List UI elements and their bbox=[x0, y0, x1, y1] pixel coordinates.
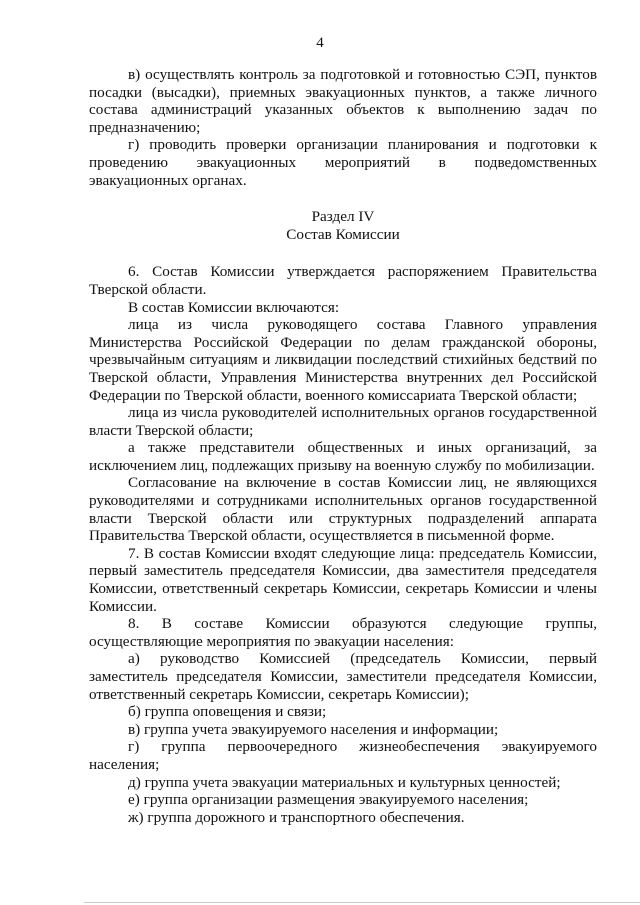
paragraph-6: 6. Состав Комиссии утверждается распоряжением Правительства Тверской области. bbox=[89, 263, 597, 298]
paragraph-7: 7. В состав Комиссии входят следующие лица: председатель Комиссии, первый заместитель председателя Комиссии, два заместителя председателя Комиссии, ответственный секретарь Комиссии, секретарь Комиссии и члены Комиссии. bbox=[89, 544, 597, 615]
paragraph-v-control: в) осуществлять контроль за подготовкой и готовностью СЭП, пунктов посадки (высадки), приемных эвакуационных пунктов, а также личного состава администраций указанных объектов к выполнению задач по предназначению; bbox=[89, 66, 597, 136]
document-body bbox=[89, 66, 597, 826]
paragraph-persons-emercom: лица из числа руководящего состава Главного управления Министерства Российской Федерации по делам гражданской обороны, чрезвычайным ситуациям и ликвидации последствий стихийных бедствий по Тверской области, Управления Министерства внутренних дел Российской Федерации по Тверской области, военного комиссариата Тверской области; bbox=[89, 316, 597, 404]
list-item-a: а) руководство Комиссией (председатель Комиссии, первый заместитель председателя Комиссии, заместители председателя Комиссии, ответственный секретарь Комиссии, секретарь Комиссии); bbox=[89, 650, 597, 703]
list-item-v: в) группа учета эвакуируемого населения и информации; bbox=[128, 720, 499, 738]
scan-edge-line bbox=[84, 902, 640, 903]
list-item-zh: ж) группа дорожного и транспортного обеспечения. bbox=[128, 808, 465, 826]
paragraph-composition-intro: В состав Комиссии включаются: bbox=[128, 298, 340, 316]
paragraph-g-inspections: г) проводить проверки организации планирования и подготовки к проведению эвакуационных мероприятий в подведомственных эвакуационных органах. bbox=[89, 136, 597, 189]
section-number: Раздел IV bbox=[311, 208, 375, 226]
page-number: 4 bbox=[316, 35, 324, 51]
paragraph-approval: Согласование на включение в состав Комиссии лиц, не являющихся руководителями и сотрудниками исполнительных органов государственной власти Тверской области или структурных подразделений аппарата Правительства Тверской области, осуществляется в письменной форме. bbox=[89, 474, 597, 545]
list-item-d: д) группа учета эвакуации материальных и культурных ценностей; bbox=[128, 773, 561, 791]
paragraph-8: 8. В составе Комиссии образуются следующие группы, осуществляющие мероприятия по эвакуации населения: bbox=[89, 615, 597, 650]
list-item-g: г) группа первоочередного жизнеобеспечения эвакуируемого населения; bbox=[89, 738, 597, 773]
paragraph-persons-executives: лица из числа руководителей исполнительных органов государственной власти Тверской области; bbox=[89, 404, 597, 439]
list-item-e: е) группа организации размещения эвакуируемого населения; bbox=[128, 791, 529, 809]
list-item-b: б) группа оповещения и связи; bbox=[128, 703, 327, 721]
paragraph-representatives: а также представители общественных и иных организаций, за исключением лиц, подлежащих призыву на военную службу по мобилизации. bbox=[89, 439, 597, 474]
section-title: Состав Комиссии bbox=[286, 225, 400, 243]
